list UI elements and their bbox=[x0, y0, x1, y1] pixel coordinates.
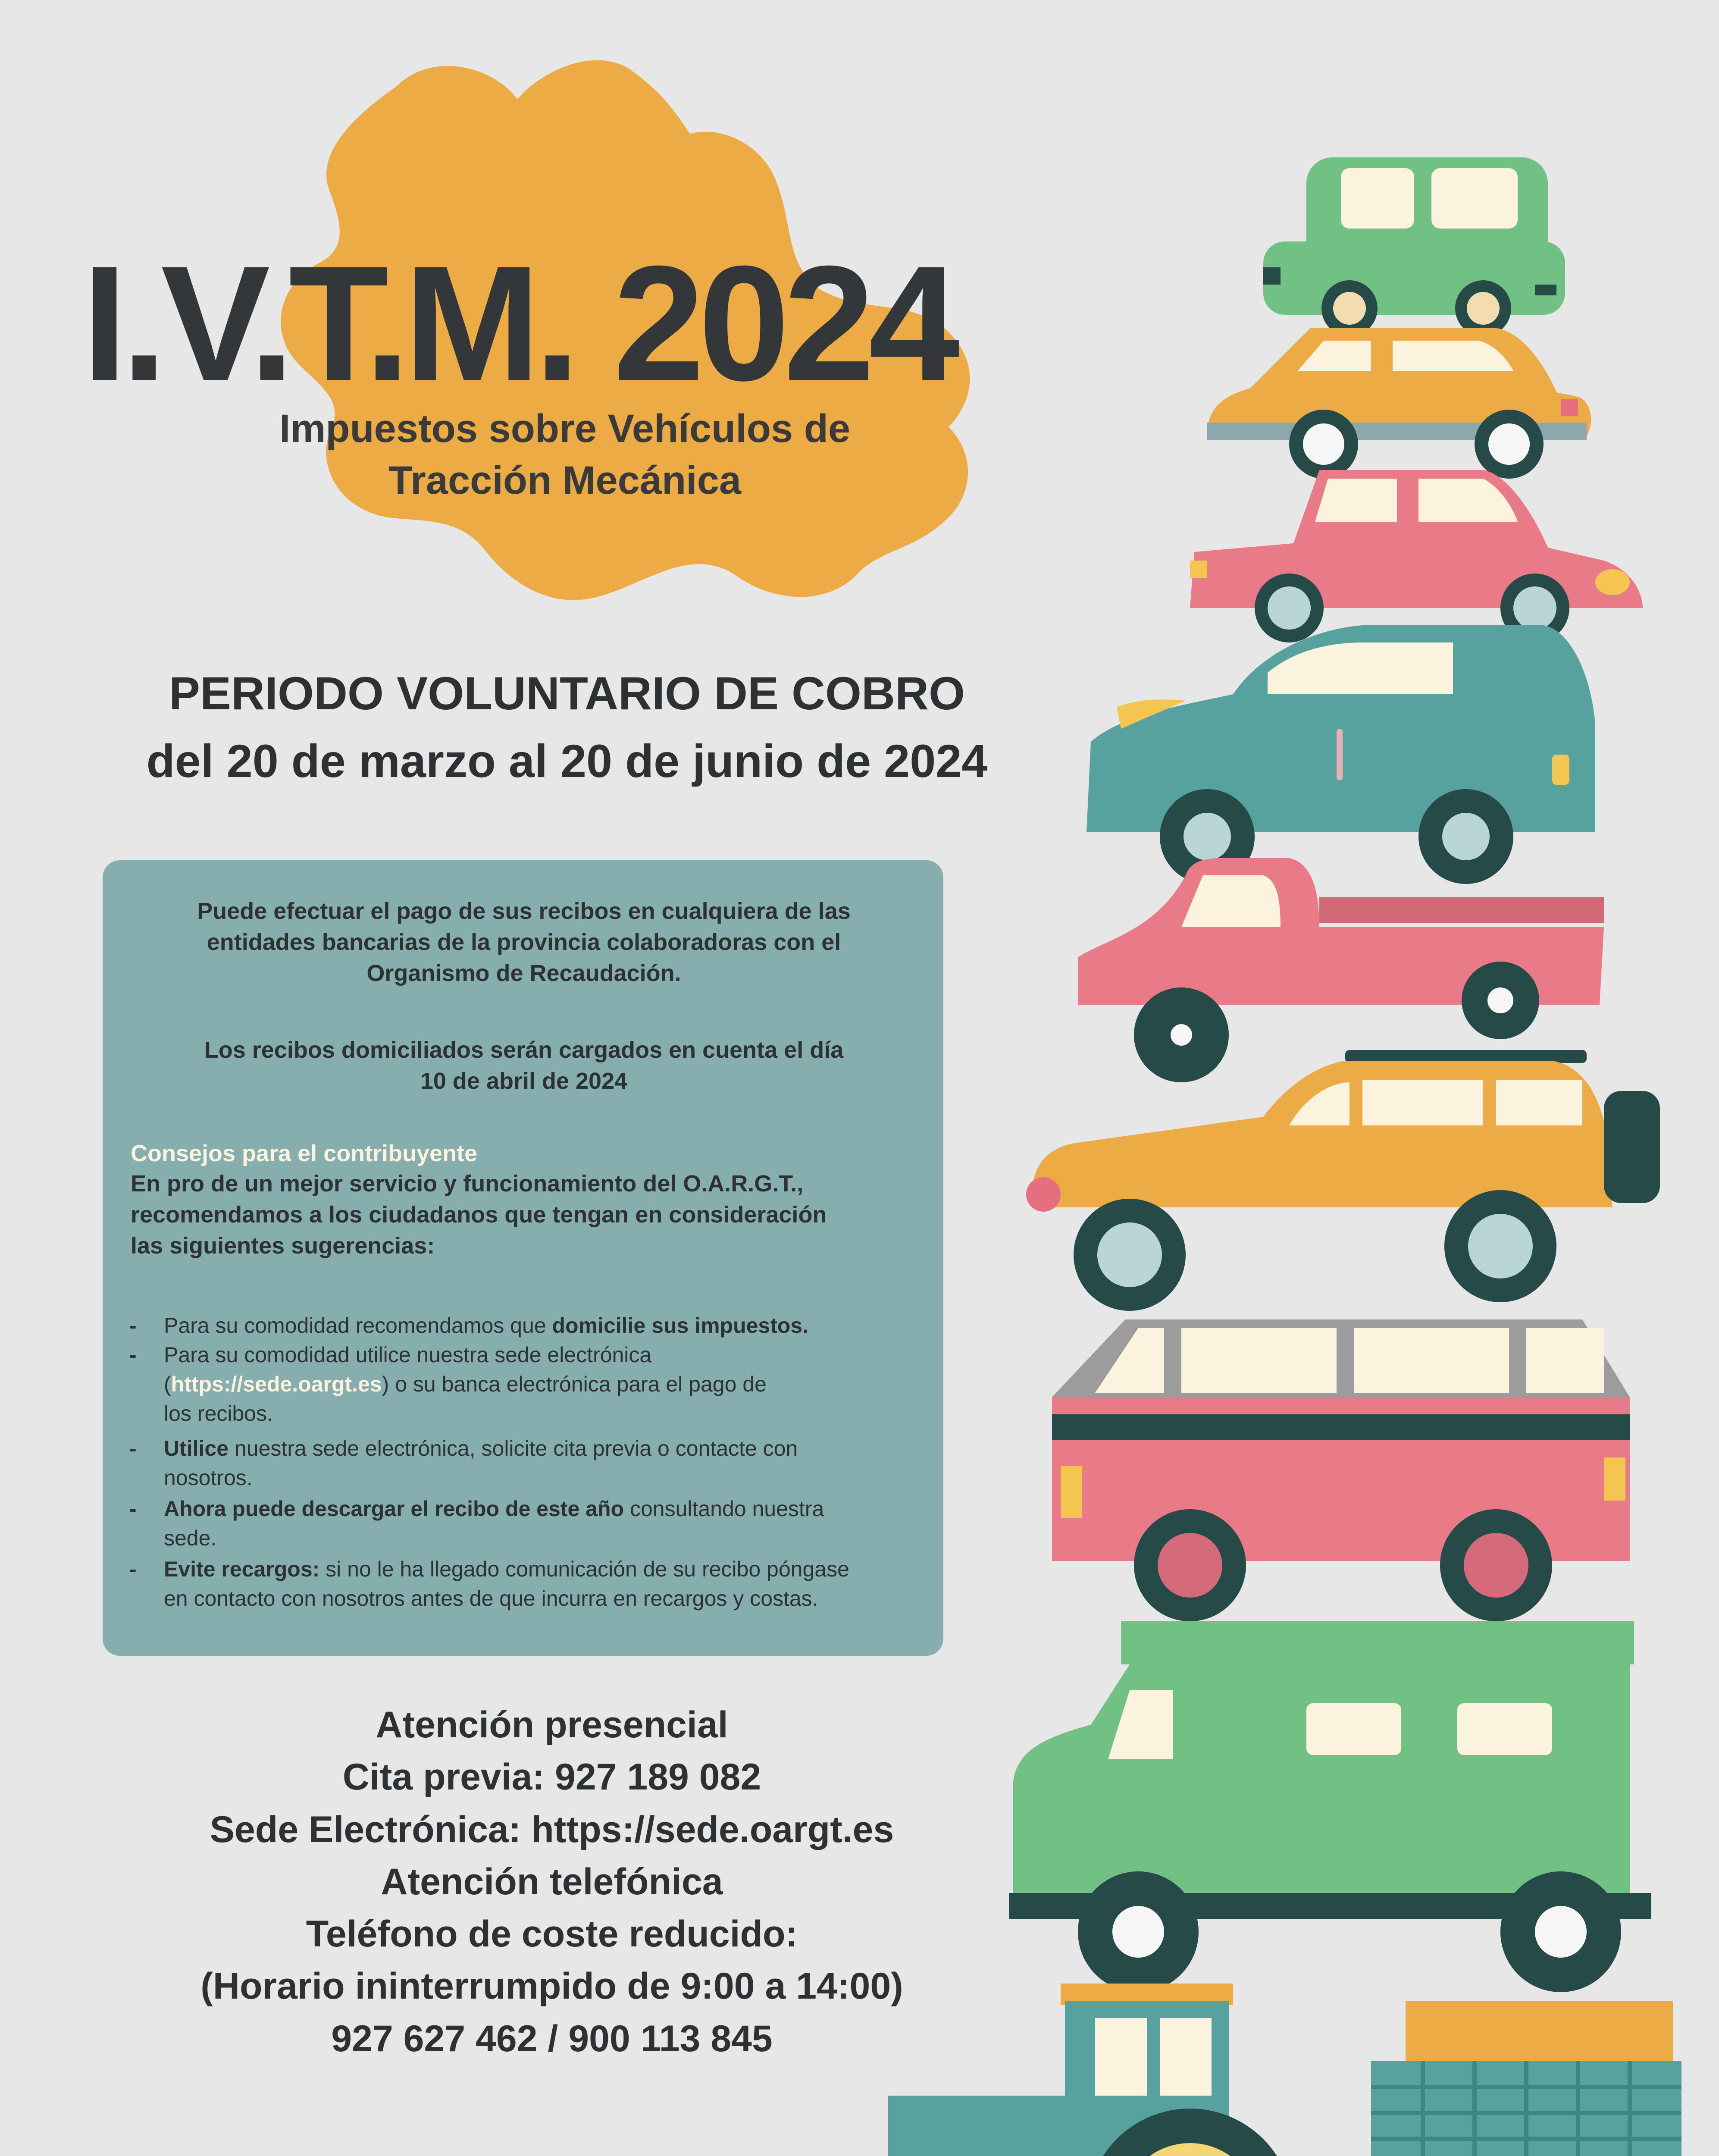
green-car-icon bbox=[1263, 157, 1565, 336]
text-fragment: Utilice bbox=[164, 1436, 229, 1460]
text-line: Puede efectuar el pago de sus recibos en cualquiera de las bbox=[197, 898, 851, 924]
text-fragment: ( bbox=[164, 1372, 171, 1396]
bullet-dash: - bbox=[129, 1436, 137, 1460]
page-title: I.V.T.M. 2024 bbox=[82, 232, 954, 415]
page-subtitle bbox=[241, 403, 888, 506]
text-line: entidades bancarias de la provincia colaboradoras con el bbox=[207, 929, 841, 955]
teal-van-icon bbox=[1087, 625, 1595, 884]
text-line: Organismo de Recaudación. bbox=[366, 960, 681, 986]
list-item bbox=[129, 1340, 918, 1426]
period-heading: PERIODO VOLUNTARIO DE COBRO bbox=[169, 667, 965, 719]
bullet-dash: - bbox=[129, 1313, 137, 1338]
pink-bus-icon bbox=[1052, 1319, 1630, 1621]
list-item bbox=[129, 1434, 918, 1494]
text-fragment: sede. bbox=[164, 1526, 217, 1550]
list-item bbox=[129, 1311, 918, 1341]
text-fragment: Evite recargos: bbox=[164, 1557, 320, 1581]
text-line: Los recibos domiciliados serán cargados en cuenta el día bbox=[204, 1037, 844, 1063]
pink-sedan-icon bbox=[1190, 470, 1643, 642]
subtitle-line: Impuestos sobre Vehículos de bbox=[279, 407, 851, 451]
payment-info-paragraph bbox=[129, 896, 918, 989]
contact-line: Atención presencial bbox=[376, 1704, 728, 1745]
text-fragment: Ahora puede descargar el recibo de este año bbox=[164, 1497, 624, 1521]
text-fragment: Para su comodidad recomendamos que bbox=[164, 1313, 552, 1338]
text-fragment: si no le ha llegado comunicación de su recibo póngase bbox=[319, 1557, 849, 1581]
text-fragment: ) o su banca electrónica para el pago de bbox=[382, 1372, 767, 1396]
green-truck-icon bbox=[1009, 1621, 1651, 1992]
direct-debit-paragraph bbox=[129, 1035, 918, 1097]
period-dates: del 20 de marzo al 20 de junio de 2024 bbox=[146, 734, 988, 787]
text-fragment: los recibos. bbox=[164, 1401, 273, 1426]
orange-suv-icon bbox=[1026, 1050, 1660, 1311]
text-fragment: nuestra sede electrónica, solicite cita previa o contacte con bbox=[229, 1436, 798, 1460]
text-fragment: domicilie sus impuestos. bbox=[552, 1313, 809, 1338]
text-line: 10 de abril de 2024 bbox=[420, 1068, 628, 1094]
contact-line: Atención telefónica bbox=[381, 1861, 723, 1902]
list-item bbox=[129, 1554, 918, 1615]
text-line: recomendamos a los ciudadanos que tengan en consideración bbox=[131, 1201, 827, 1228]
pink-pickup-icon bbox=[1078, 858, 1604, 1082]
bullet-dash: - bbox=[129, 1557, 137, 1581]
text-fragment: Para su comodidad utilice nuestra sede electrónica bbox=[164, 1343, 652, 1367]
text-fragment: en contacto con nosotros antes de que incurra en recargos y costas. bbox=[164, 1586, 818, 1611]
contact-line: (Horario ininterrumpido de 9:00 a 14:00) bbox=[200, 1965, 903, 2007]
contact-line: Sede Electrónica: https://sede.oargt.es bbox=[210, 1808, 894, 1850]
sede-link[interactable]: https://sede.oargt.es bbox=[171, 1372, 382, 1396]
tips-heading: Consejos para el contribuyente bbox=[131, 1141, 478, 1166]
tips-intro bbox=[131, 1169, 907, 1261]
tractor-trailer-icon bbox=[888, 1984, 1681, 2156]
text-line: las siguientes sugerencias: bbox=[131, 1232, 435, 1259]
contact-line: Cita previa: 927 189 082 bbox=[342, 1756, 761, 1798]
text-line: En pro de un mejor servicio y funcionamiento del O.A.R.G.T., bbox=[131, 1171, 804, 1197]
contact-line: 927 627 462 / 900 113 845 bbox=[331, 2018, 773, 2059]
bullet-dash: - bbox=[129, 1497, 137, 1521]
text-fragment: nosotros. bbox=[164, 1466, 253, 1490]
vehicle-stack-illustration bbox=[862, 129, 1719, 2156]
contact-line: Teléfono de coste reducido: bbox=[306, 1913, 798, 1955]
list-item bbox=[129, 1494, 918, 1554]
bullet-dash: - bbox=[129, 1343, 137, 1367]
subtitle-line: Tracción Mecánica bbox=[388, 458, 742, 502]
orange-car-icon bbox=[1207, 328, 1591, 479]
text-fragment: consultando nuestra bbox=[624, 1497, 824, 1521]
